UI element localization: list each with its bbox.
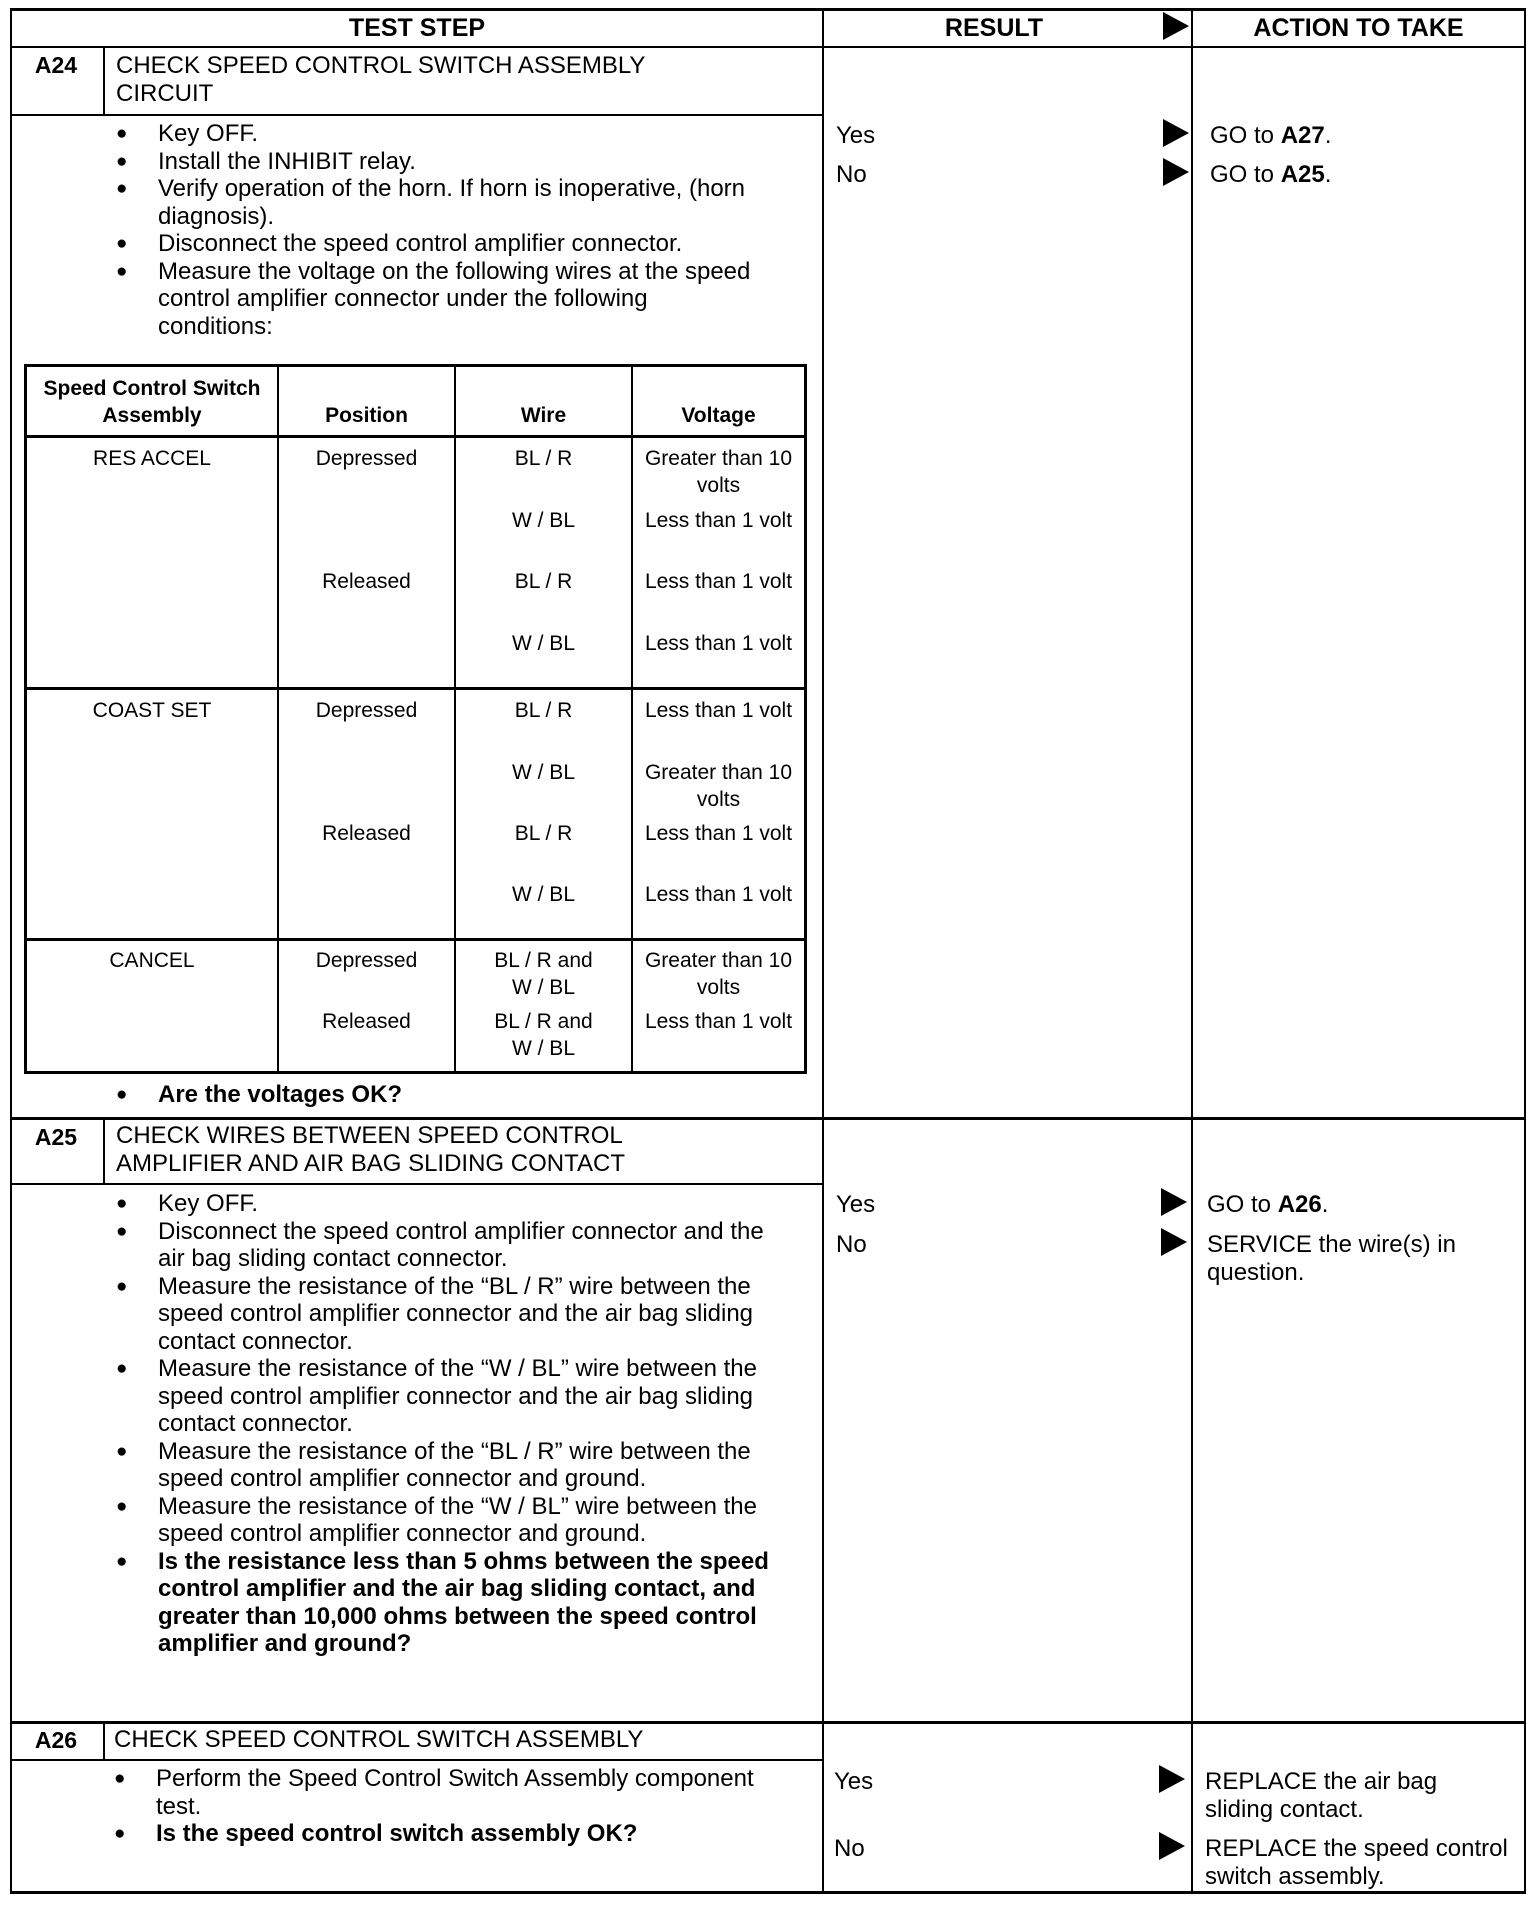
step-a25-bullets <box>108 1190 788 1658</box>
table-header: Speed Control Switch Assembly <box>43 377 261 427</box>
step-title: CHECK SPEED CONTROL SWITCH ASSEMBLY CIRCUIT <box>116 52 646 107</box>
a25-title-rule <box>10 1183 824 1185</box>
voltage-cell: Greater than 10 volts <box>644 447 793 497</box>
divider-action <box>1191 8 1193 1894</box>
divider-result <box>822 8 824 1894</box>
question-item: ● Is the resistance less than 5 ohms between the speed control amplifier and the air bag sliding contact, and greater than 10,000 ohms between the speed control amplifier and ground? <box>108 1548 788 1658</box>
row-rule <box>27 687 804 690</box>
bullet-item: ● Key OFF. <box>108 1190 788 1218</box>
wire-cell: BL / R <box>514 570 573 593</box>
bullet-item: ● Measure the voltage on the following wires at the speed control amplifier connector under the following conditions: <box>108 258 768 341</box>
result-no: No <box>836 161 867 188</box>
a24-a25-rule <box>10 1117 1526 1120</box>
row-rule <box>27 938 804 941</box>
table-header: Wire <box>520 404 567 427</box>
result-yes: Yes <box>834 1768 874 1795</box>
table-header: Voltage <box>681 404 756 427</box>
position-cell: Released <box>322 570 411 593</box>
step-a24-question <box>108 1081 808 1109</box>
bullet-item: ● Perform the Speed Control Switch Assembly component test. <box>106 1765 756 1820</box>
position-cell: Released <box>322 822 411 845</box>
position-cell: Depressed <box>315 699 418 722</box>
result-arrow-icon <box>1161 1188 1187 1216</box>
header-result: RESULT <box>944 13 1044 42</box>
wire-cell: BL / R and W / BL <box>494 949 593 999</box>
row-rule <box>27 435 804 438</box>
wire-cell: W / BL <box>511 761 575 784</box>
a26-title-rule <box>10 1759 824 1761</box>
step-title: CHECK WIRES BETWEEN SPEED CONTROL AMPLIFIER AND AIR BAG SLIDING CONTACT <box>116 1122 625 1177</box>
question-item: ● Is the speed control switch assembly OK? <box>106 1820 756 1848</box>
frame-right <box>1524 8 1526 1894</box>
step-id: A25 <box>34 1124 78 1150</box>
a24-title-rule <box>10 114 824 116</box>
switch-name: CANCEL <box>109 949 195 972</box>
step-id: A26 <box>34 1727 78 1753</box>
voltage-cell: Greater than 10 volts <box>644 949 793 999</box>
header-arrow-icon <box>1163 12 1189 40</box>
voltage-cell: Less than 1 volt <box>644 632 793 655</box>
bullet-item: ● Disconnect the speed control amplifier connector and the air bag sliding contact connector. <box>108 1218 788 1273</box>
result-no: No <box>836 1231 867 1258</box>
voltage-cell: Greater than 10 volts <box>644 761 793 811</box>
bullet-item: ● Disconnect the speed control amplifier connector. <box>108 230 768 258</box>
action-text: GO to A27. <box>1210 122 1332 149</box>
step-id: A24 <box>34 52 78 78</box>
result-arrow-icon <box>1161 1228 1187 1256</box>
result-yes: Yes <box>836 1191 876 1218</box>
header-test-step: TEST STEP <box>348 13 486 42</box>
header-rule <box>10 46 1526 48</box>
bullet-item: ● Verify operation of the horn. If horn is inoperative, (horn diagnosis). <box>108 175 768 230</box>
voltage-table <box>24 364 807 1074</box>
position-cell: Depressed <box>315 949 418 972</box>
switch-name: RES ACCEL <box>93 447 211 470</box>
wire-cell: BL / R <box>514 822 573 845</box>
result-yes: Yes <box>836 122 876 149</box>
voltage-cell: Less than 1 volt <box>644 883 793 906</box>
wire-cell: W / BL <box>511 883 575 906</box>
result-arrow-icon <box>1159 1832 1185 1860</box>
action-text: SERVICE the wire(s) in question. <box>1207 1231 1456 1286</box>
a24-id-divider <box>103 46 105 114</box>
bullet-item: ● Install the INHIBIT relay. <box>108 148 768 176</box>
header-action: ACTION TO TAKE <box>1253 13 1464 42</box>
voltage-cell: Less than 1 volt <box>644 822 793 845</box>
frame-bottom <box>10 1891 1526 1894</box>
wire-cell: W / BL <box>511 509 575 532</box>
voltage-cell: Less than 1 volt <box>644 699 793 722</box>
step-a26-bullets <box>106 1765 756 1848</box>
result-arrow-icon <box>1163 119 1189 147</box>
bullet-item: ● Measure the resistance of the “BL / R” wire between the speed control amplifier connector and the air bag sliding contact connector. <box>108 1273 788 1356</box>
a26-id-divider <box>103 1722 105 1760</box>
step-title: CHECK SPEED CONTROL SWITCH ASSEMBLY <box>114 1726 644 1753</box>
wire-cell: BL / R <box>514 447 573 470</box>
table-header: Position <box>325 404 408 427</box>
bullet-item: ● Measure the resistance of the “W / BL” wire between the speed control amplifier connector and ground. <box>108 1493 788 1548</box>
result-arrow-icon <box>1159 1765 1185 1793</box>
position-cell: Released <box>322 1010 411 1033</box>
action-text: GO to A25. <box>1210 161 1332 188</box>
switch-name: COAST SET <box>92 699 212 722</box>
bullet-item: ● Measure the resistance of the “W / BL” wire between the speed control amplifier connector and the air bag sliding contact connector. <box>108 1355 788 1438</box>
a25-a26-rule <box>10 1721 1526 1724</box>
wire-cell: W / BL <box>511 632 575 655</box>
frame-left <box>10 8 12 1894</box>
bullet-item: ● Key OFF. <box>108 120 768 148</box>
voltage-cell: Less than 1 volt <box>644 570 793 593</box>
step-a24-bullets <box>108 120 768 340</box>
bullet-item: ● Measure the resistance of the “BL / R” wire between the speed control amplifier connector and ground. <box>108 1438 788 1493</box>
result-no: No <box>834 1835 865 1862</box>
a25-id-divider <box>103 1118 105 1184</box>
question-item: ● Are the voltages OK? <box>108 1081 808 1109</box>
action-text: GO to A26. <box>1207 1191 1329 1218</box>
action-text: REPLACE the air bag sliding contact. <box>1205 1768 1438 1823</box>
wire-cell: BL / R and W / BL <box>494 1010 593 1060</box>
voltage-cell: Less than 1 volt <box>644 1010 793 1033</box>
result-arrow-icon <box>1163 158 1189 186</box>
wire-cell: BL / R <box>514 699 573 722</box>
position-cell: Depressed <box>315 447 418 470</box>
voltage-cell: Less than 1 volt <box>644 509 793 532</box>
action-text: REPLACE the speed control switch assembly. <box>1205 1835 1508 1890</box>
